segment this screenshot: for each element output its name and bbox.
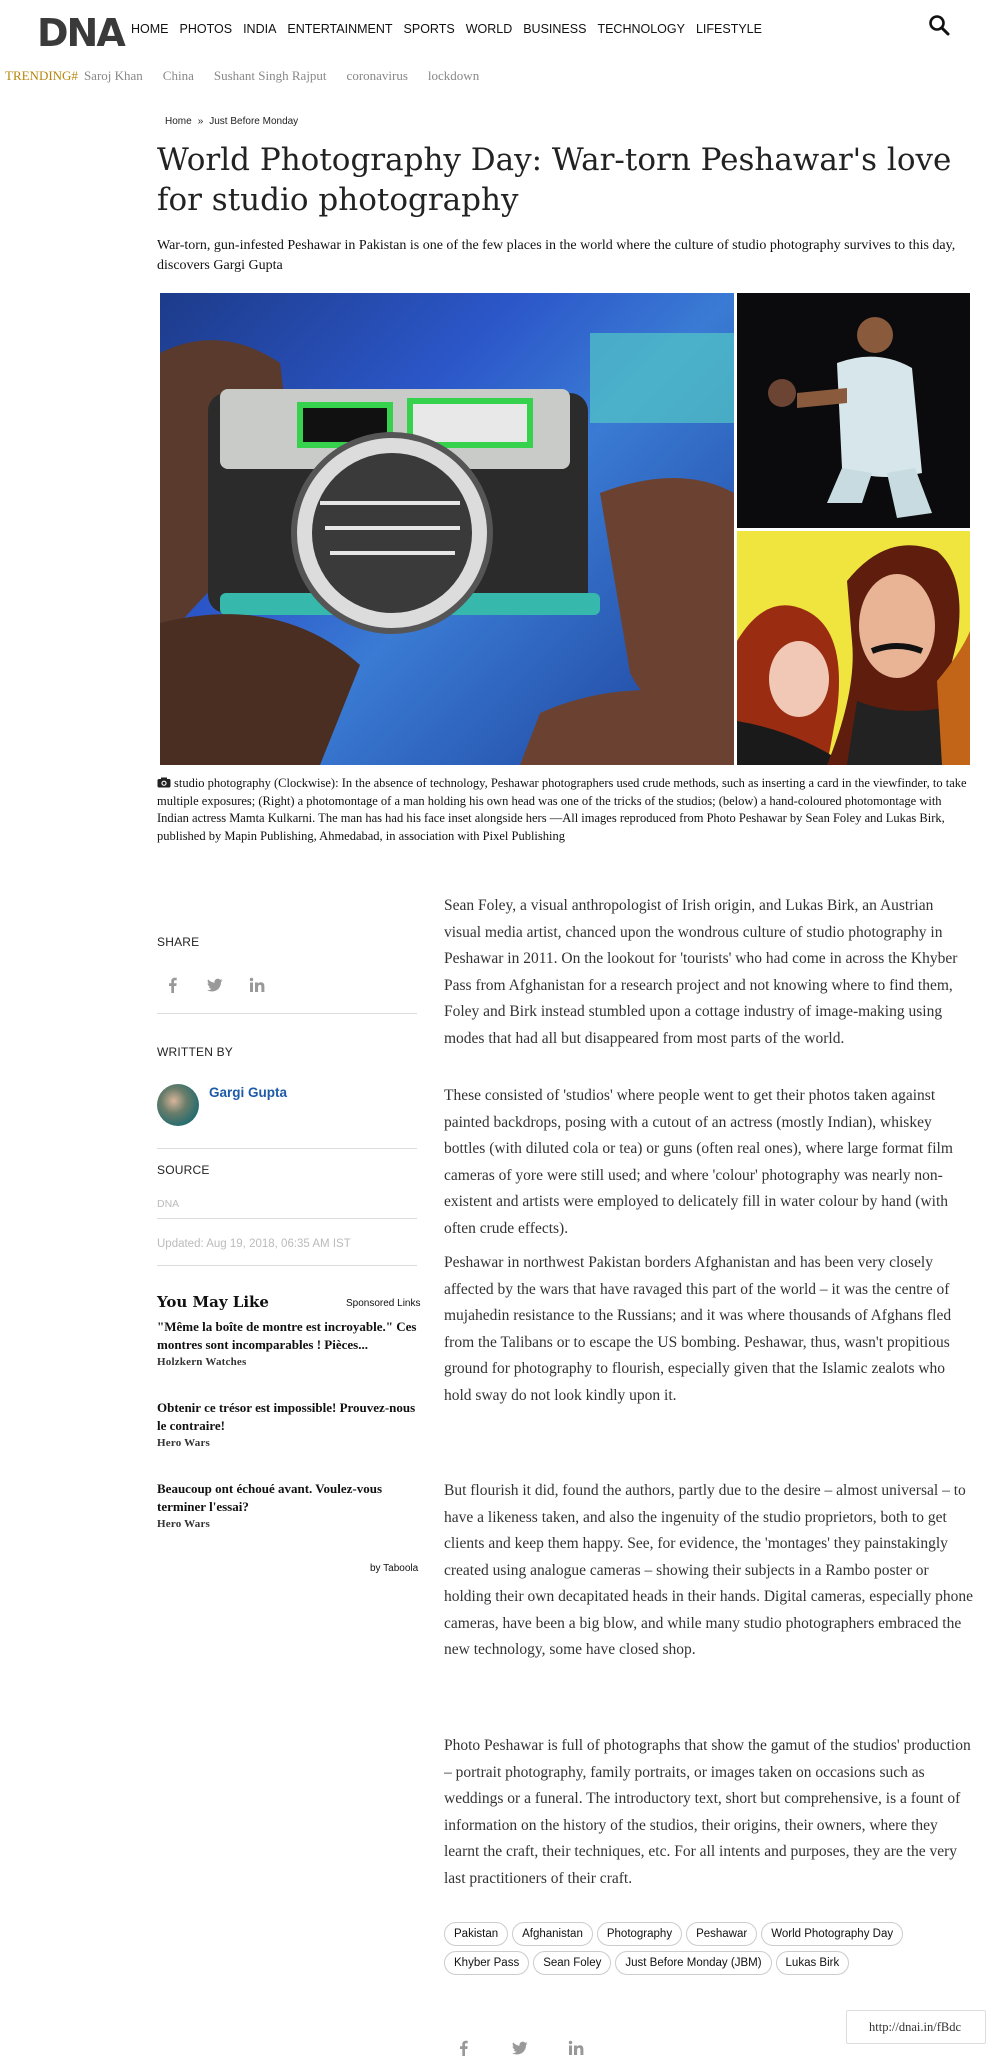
sponsored-links-label[interactable]: Sponsored Links <box>346 1298 421 1309</box>
breadcrumb-separator: » <box>197 116 204 127</box>
recommendation-source: Holzkern Watches <box>157 1356 247 1368</box>
recommendation-item[interactable] <box>157 1399 419 1449</box>
tag-pill[interactable]: Lukas Birk <box>776 1951 850 1975</box>
share-buttons <box>165 977 265 993</box>
recommendation-source: Hero Wars <box>157 1437 211 1449</box>
caption-text: studio photography (Clockwise): In the absence of technology, Peshawar photographers used crude methods, such as inserting a card in the viewfinder, to take multiple exposures; (Right) a photomontage of a man holding his own head was one of the tricks of the studios; (below) a hand-coloured photomontage with Indian actress Mamta Kulkarni. The man has had his face inset alongside hers —All images reproduced from Photo Peshawar by Sean Foley and Lukas Birk, published by Mapin Publishing, Ahmedabad, in association with Pixel Publishing <box>157 776 967 843</box>
tag-pill[interactable]: World Photography Day <box>761 1922 903 1946</box>
facebook-icon[interactable] <box>165 977 181 993</box>
article-subtitle: War-torn, gun-infested Peshawar in Pakistan is one of the few places in the world where the culture of studio photography survives to this day, discovers Gargi Gupta <box>157 238 956 273</box>
nav-item-home[interactable]: HOME <box>131 22 169 36</box>
divider <box>157 1218 417 1219</box>
you-may-like-heading: You May Like <box>157 1293 269 1311</box>
trending-item[interactable]: lockdown <box>427 68 480 83</box>
nav-item-sports[interactable]: SPORTS <box>403 22 455 36</box>
updated-timestamp: Updated: Aug 19, 2018, 06:35 AM IST <box>157 1238 351 1250</box>
nav-item-entertainment[interactable]: ENTERTAINMENT <box>287 22 393 36</box>
nav-item-world[interactable]: WORLD <box>465 22 513 36</box>
recommendation-item[interactable] <box>157 1318 419 1368</box>
recommendation-title[interactable]: "Même la boîte de montre est incroyable." Ces montres sont incomparables ! Pièces... <box>157 1319 417 1352</box>
site-logo[interactable]: DNA <box>37 11 124 55</box>
photomontage-image <box>737 293 970 528</box>
divider <box>157 1265 417 1266</box>
lead-image-camera <box>160 293 734 765</box>
twitter-icon[interactable] <box>512 2040 528 2056</box>
nav-item-business[interactable]: BUSINESS <box>523 22 587 36</box>
trending-item[interactable]: Saroj Khan <box>83 68 143 83</box>
twitter-icon[interactable] <box>207 977 223 993</box>
share-buttons-bottom <box>456 2040 584 2056</box>
author-link[interactable]: Gargi Gupta <box>209 1085 288 1100</box>
hand-coloured-photomontage-image <box>737 531 970 765</box>
recommendation-title[interactable]: Beaucoup ont échoué avant. Voulez-vous terminer l'essai? <box>157 1481 382 1514</box>
nav-item-lifestyle[interactable]: LIFESTYLE <box>695 22 762 36</box>
nav-item-india[interactable]: INDIA <box>243 22 277 36</box>
main-nav <box>131 22 773 36</box>
recommendation-title[interactable]: Obtenir ce trésor est impossible! Prouvez-nous le contraire! <box>157 1400 416 1433</box>
divider <box>157 1148 417 1149</box>
tag-pill[interactable]: Photography <box>597 1922 682 1946</box>
source-label: SOURCE <box>157 1163 210 1177</box>
article-paragraph: These consisted of 'studios' where people went to get their photos taken against painted backdrops, posing with a cutout of an actress (mostly Indian), whiskey bottles (with diluted cola or tea) or guns (often real ones), where large format film cameras of yore were still used; and where 'colour' photography was nearly non-existent and artists were employed to delicately fill in water colour by hand (with often crude effects). <box>444 1087 953 1237</box>
trending-label: TRENDING# <box>5 68 78 83</box>
tag-list <box>444 1922 984 1975</box>
article-paragraph: Photo Peshawar is full of photographs that show the gamut of the studios' production – portrait photography, family portraits, or images taken on occasions such as weddings or a funeral. The introductory text, short but comprehensive, is a fount of information on the history of the studios, their origins, their owners, where they learnt the craft, their techniques, etc. For all intents and purposes, they are the very last practitioners of their craft. <box>444 1737 971 1887</box>
article-paragraph: Peshawar in northwest Pakistan borders Afghanistan and has been very closely affected by the wars that have ravaged this part of the world – it was the centre of mujahedin resistance to the Russians; and it was where thousands of Afghans fled from the Talibans or to escape the US bombing. Peshawar, thus, wasn't propitious ground for photography to flourish, especially given that the Islamic zealots who hold sway do not look kindly upon it. <box>444 1254 952 1404</box>
tag-pill[interactable]: Khyber Pass <box>444 1951 529 1975</box>
short-url-field[interactable]: http://dnai.in/fBdc <box>846 2010 986 2044</box>
camera-icon <box>157 777 171 788</box>
article-title: World Photography Day: War-torn Peshawar's love for studio photography <box>157 142 952 218</box>
article-paragraph: Sean Foley, a visual anthropologist of Irish origin, and Lukas Birk, an Austrian visual media artist, chanced upon the wondrous culture of studio photography in Peshawar in 2011. On the lookout for 'tourists' who had come in across the Khyber Pass from Afghanistan for a research project and not knowing where to find them, Foley and Birk instead stumbled upon a cottage industry of image-making using modes that had all but disappeared from most parts of the world. <box>444 897 958 1047</box>
trending-item[interactable]: China <box>162 68 194 83</box>
breadcrumb <box>165 116 298 127</box>
source-value: DNA <box>157 1198 180 1210</box>
facebook-icon[interactable] <box>456 2040 472 2056</box>
nav-item-technology[interactable]: TECHNOLOGY <box>597 22 685 36</box>
divider <box>157 1013 417 1014</box>
recommendation-item[interactable] <box>157 1480 419 1530</box>
trending-bar <box>5 68 499 84</box>
tag-pill[interactable]: Just Before Monday (JBM) <box>615 1951 771 1975</box>
taboola-attribution[interactable]: by Taboola <box>370 1563 419 1574</box>
search-icon[interactable] <box>928 14 950 36</box>
breadcrumb-section[interactable]: Just Before Monday <box>209 116 299 127</box>
image-caption <box>157 775 972 845</box>
site-header <box>0 0 1000 60</box>
tag-pill[interactable]: Peshawar <box>686 1922 757 1946</box>
trending-item[interactable]: coronavirus <box>346 68 408 83</box>
author-avatar[interactable] <box>157 1084 199 1126</box>
recommendation-source: Hero Wars <box>157 1518 211 1530</box>
linkedin-icon[interactable] <box>568 2040 584 2056</box>
trending-item[interactable]: Sushant Singh Rajput <box>213 68 327 83</box>
written-by-label: WRITTEN BY <box>157 1045 233 1059</box>
linkedin-icon[interactable] <box>249 977 265 993</box>
tag-pill[interactable]: Afghanistan <box>512 1922 593 1946</box>
tag-pill[interactable]: Pakistan <box>444 1922 508 1946</box>
article-paragraph: But flourish it did, found the authors, partly due to the desire – almost universal – to have a likeness taken, and also the ingenuity of the studio proprietors, both to get clients and keep them happy. See, for evidence, the 'montages' they painstakingly created using analogue cameras – showing their subjects in a Rambo poster or holding their own decapitated heads in their hands. Digital cameras, especially phone cameras, have been a big blow, and while many studio photographers embraced the new technology, some have closed shop. <box>444 1482 973 1658</box>
nav-item-photos[interactable]: PHOTOS <box>179 22 233 36</box>
share-label: SHARE <box>157 935 200 949</box>
tag-pill[interactable]: Sean Foley <box>533 1951 611 1975</box>
breadcrumb-home[interactable]: Home <box>165 116 192 127</box>
